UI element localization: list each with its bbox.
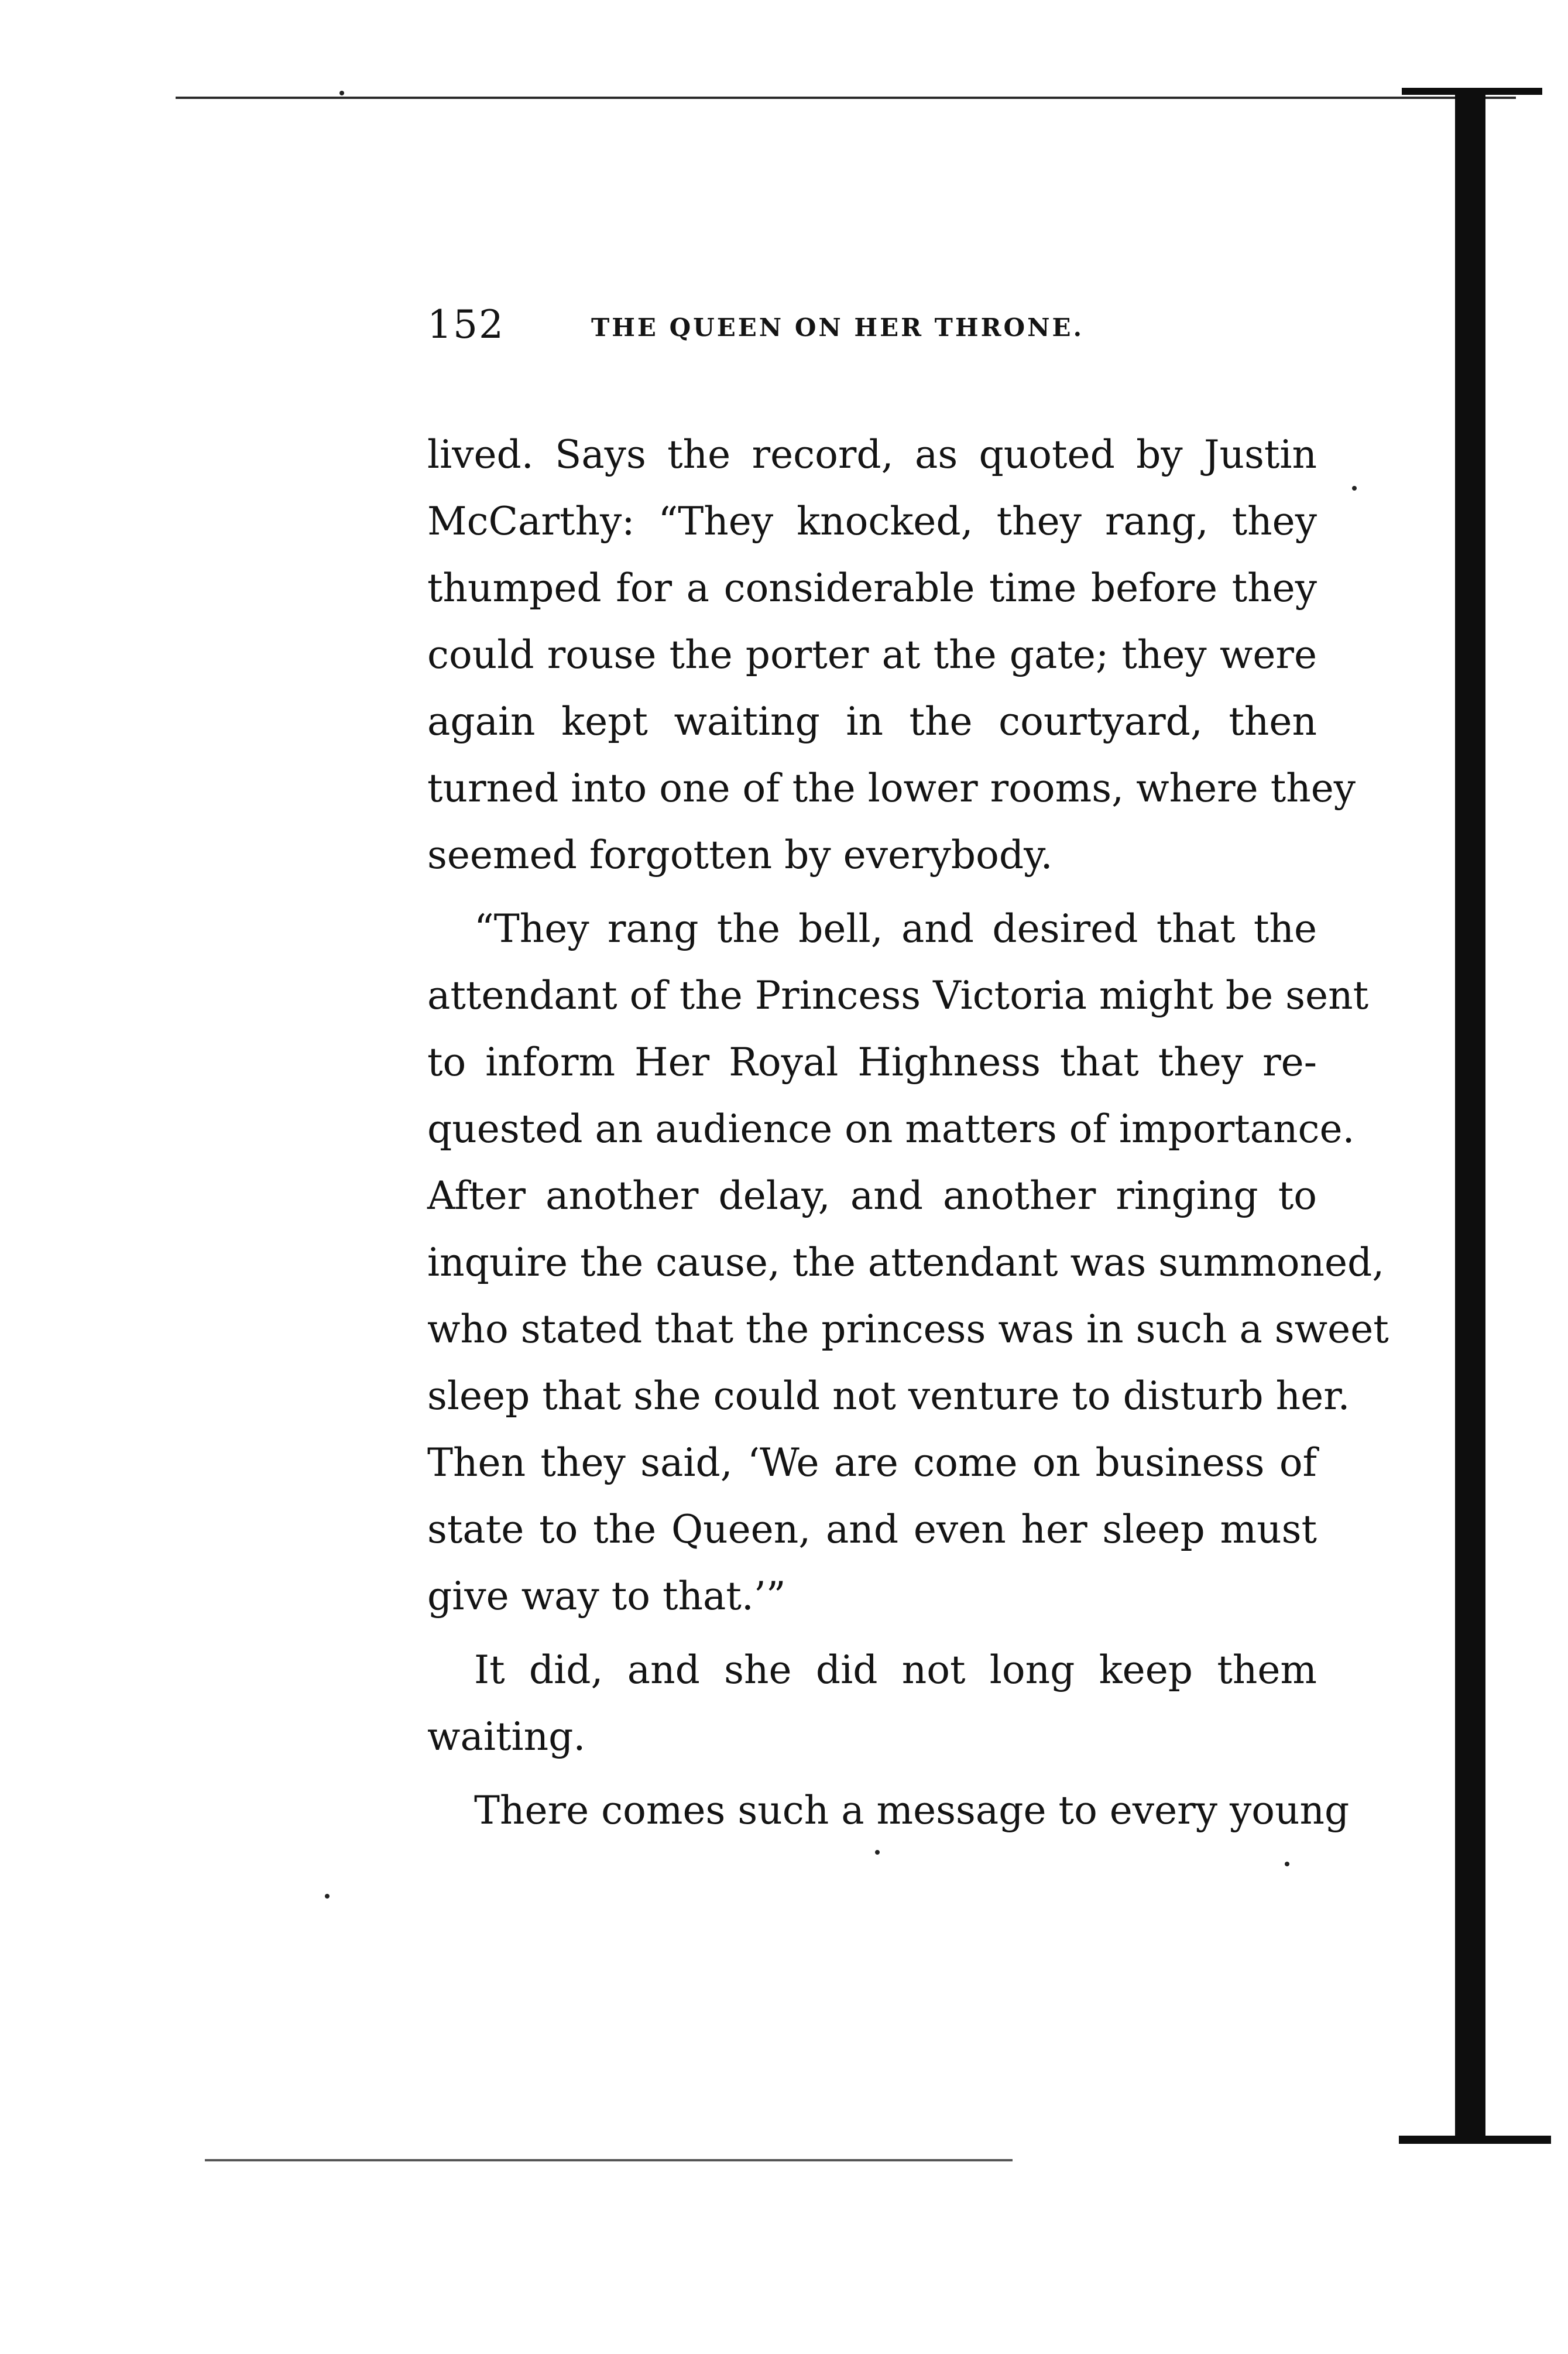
bottom-page-edge-rule	[205, 2159, 1013, 2161]
ink-speck	[325, 1894, 330, 1899]
ink-speck	[1352, 486, 1357, 491]
paragraph	[427, 896, 1389, 1630]
text-line: “They rang the bell, and desired that the	[474, 906, 1317, 951]
ink-speck	[339, 91, 344, 95]
binding-edge-bar	[1455, 94, 1485, 2143]
text-line: sleep that she could not venture to disturb her.	[427, 1373, 1350, 1418]
paragraph	[427, 422, 1356, 889]
body-text	[427, 422, 1389, 1844]
text-line: lived. Says the record, as quoted by Justin	[427, 432, 1317, 477]
text-line: waiting.	[427, 1714, 586, 1759]
page-header	[427, 299, 1317, 351]
text-line: thumped for a considerable time before they	[427, 566, 1317, 611]
paragraph	[427, 1777, 1350, 1844]
text-line: who stated that the princess was in such a sweet	[427, 1307, 1389, 1352]
paragraph	[427, 1637, 1317, 1770]
top-page-edge-rule	[176, 97, 1516, 99]
text-line: again kept waiting in the courtyard, then	[427, 699, 1317, 744]
binding-edge-bottom-serif	[1399, 2136, 1551, 2144]
text-line: could rouse the porter at the gate; they were	[427, 632, 1317, 677]
text-line: attendant of the Princess Victoria might be sent	[427, 973, 1369, 1018]
text-line: It did, and she did not long keep them	[474, 1647, 1317, 1692]
ink-speck	[875, 1850, 880, 1855]
text-line: seemed forgotten by everybody.	[427, 832, 1053, 878]
text-line: quested an audience on matters of importance.	[427, 1106, 1355, 1152]
text-line: state to the Queen, and even her sleep must	[427, 1507, 1317, 1552]
text-line: inquire the cause, the attendant was summoned,	[427, 1240, 1385, 1285]
running-head: THE QUEEN ON HER THRONE.	[591, 313, 1085, 342]
page-number: 152	[427, 302, 505, 347]
text-line: turned into one of the lower rooms, where they	[427, 766, 1356, 811]
ink-speck	[1285, 1862, 1289, 1866]
text-line: to inform Her Royal Highness that they re-	[427, 1040, 1317, 1085]
text-line: McCarthy: “They knocked, they rang, they	[427, 499, 1317, 544]
text-line: Then they said, ‘We are come on business of	[427, 1440, 1317, 1485]
text-line: give way to that.’”	[427, 1574, 786, 1619]
text-line: After another delay, and another ringing to	[427, 1173, 1317, 1218]
text-line: There comes such a message to every young	[474, 1788, 1350, 1833]
